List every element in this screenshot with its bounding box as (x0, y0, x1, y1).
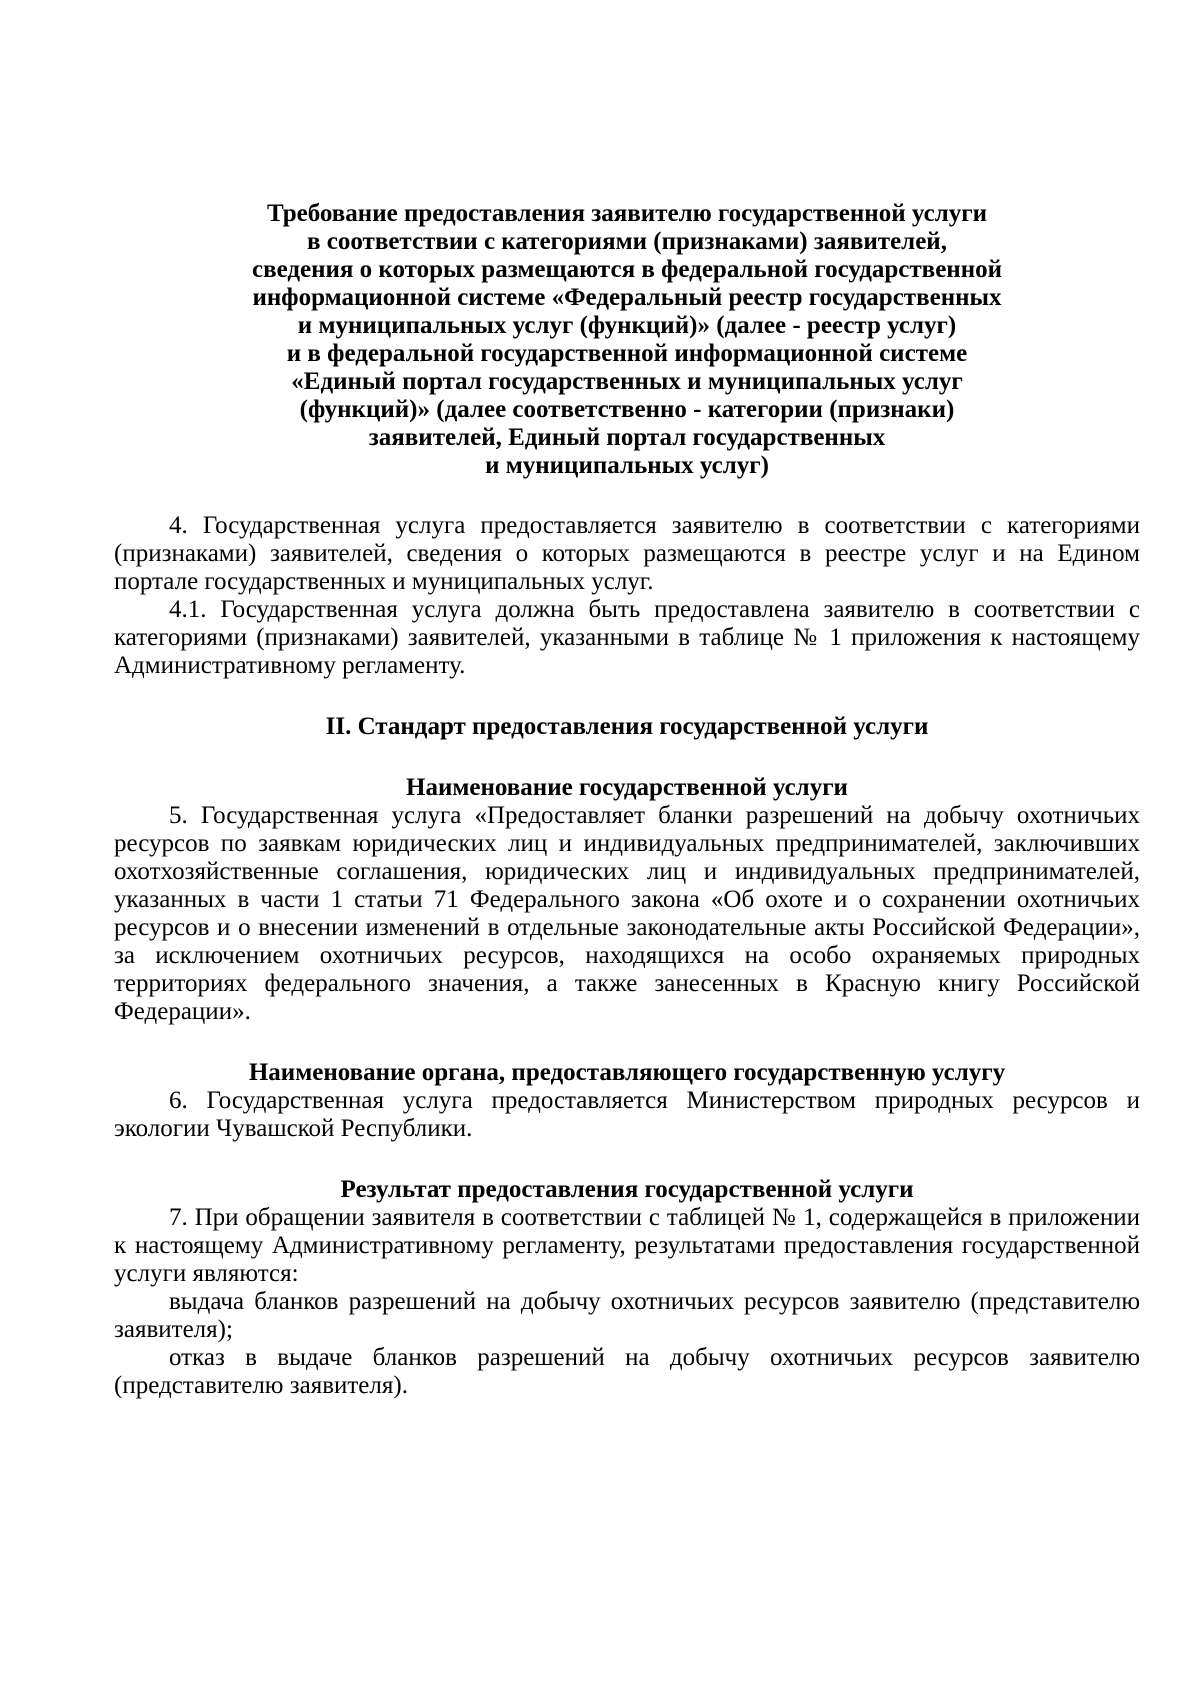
paragraph-7-item-refusal: отказ в выдаче бланков разрешений на добычу охотничьих ресурсов заявителю (представителю заявителя). (114, 1344, 1140, 1399)
paragraph-4: 4. Государственная услуга предоставляется заявителю в соответствии с категориями (признаками) заявителей, сведения о которых размещаются в реестре услуг и на Едином портале государственных и муниципальных услуг. (114, 512, 1140, 595)
paragraph-7-item-issue: выдача бланков разрешений на добычу охотничьих ресурсов заявителю (представителю заявителя); (114, 1288, 1140, 1343)
heading-line: и в федеральной государственной информационной системе (286, 340, 968, 367)
heading-line: в соответствии с категориями (признаками) заявителей, (307, 228, 947, 255)
heading-line: сведения о которых размещаются в федеральной государственной (251, 256, 1002, 283)
subsection-title-organ: Наименование органа, предоставляющего государственную услугу (248, 1059, 1006, 1086)
paragraph-6: 6. Государственная услуга предоставляется Министерством природных ресурсов и экологии Чувашской Республики. (114, 1087, 1140, 1142)
paragraph-4-1: 4.1. Государственная услуга должна быть предоставлена заявителю в соответствии с категориями (признаками) заявителей, указанными в таблице № 1 приложения к настоящему Административному регламенту. (114, 596, 1140, 679)
document-page (114, 200, 1140, 1400)
section-title: II. Стандарт предоставления государственной услуги (325, 713, 929, 740)
heading-line: и муниципальных услуг (функций)» (далее - реестр услуг) (297, 312, 957, 339)
heading-line: «Единый портал государственных и муниципальных услуг (291, 368, 963, 395)
subsection-title-result: Результат предоставления государственной услуги (340, 1176, 914, 1203)
subsection-title-service-name: Наименование государственной услуги (406, 774, 848, 801)
heading-line: и муниципальных услуг) (485, 452, 769, 479)
document-heading (114, 200, 1140, 480)
heading-line: заявителей, Единый портал государственных (368, 424, 886, 451)
heading-line: Требование предоставления заявителю государственной услуги (267, 200, 987, 227)
paragraph-7: 7. При обращении заявителя в соответствии с таблицей № 1, содержащейся в приложении к настоящему Административному регламенту, результатами предоставления государственной услуги являются: (114, 1204, 1140, 1287)
paragraph-5: 5. Государственная услуга «Предоставляет бланки разрешений на добычу охотничьих ресурсов по заявкам юридических лиц и индивидуальных предпринимателей, заключивших охотхозяйственные соглашения, юридических лиц и индивидуальных предпринимателей, указанных в части 1 статьи 71 Федерального закона «Об охоте и о сохранении охотничьих ресурсов и о внесении изменений в отдельные законодательные акты Российской Федерации», за исключением охотничьих ресурсов, находящихся на особо охраняемых природных территориях федерального значения, а также занесенных в Красную книгу Российской Федерации». (114, 802, 1140, 1025)
heading-line: информационной системе «Федеральный реестр государственных (252, 284, 1002, 311)
heading-line: (функций)» (далее соответственно - категории (признаки) (299, 396, 955, 423)
